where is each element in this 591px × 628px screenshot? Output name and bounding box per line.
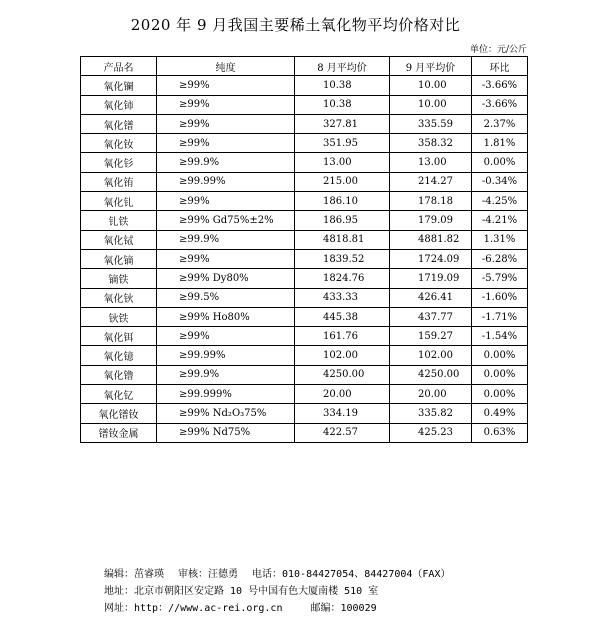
cell-purity: ≥99.9% — [157, 365, 295, 384]
footer-line-1 — [104, 566, 450, 583]
cell-purity: ≥99% Nd75% — [157, 423, 295, 442]
cell-purity: ≥99% — [157, 327, 295, 346]
cell-product: 氧化钇 — [81, 385, 157, 404]
table-row — [81, 153, 528, 172]
cell-sep-price: 10.00 — [390, 76, 472, 95]
cell-sep-price: 437.77 — [390, 307, 472, 326]
page-title: 2020 年 9 月我国主要稀土氧化物平均价格对比 — [130, 16, 461, 34]
cell-sep-price: 10.00 — [390, 95, 472, 114]
table-row — [81, 365, 528, 384]
cell-product: 氧化铽 — [81, 230, 157, 249]
cell-sep-price: 1719.09 — [390, 269, 472, 288]
cell-mom-change: -4.21% — [472, 211, 528, 230]
header-product: 产品名 — [81, 57, 157, 76]
cell-sep-price: 13.00 — [390, 153, 472, 172]
cell-product: 氧化镨 — [81, 114, 157, 133]
cell-mom-change: 1.81% — [472, 134, 528, 153]
cell-product: 氧化镝 — [81, 249, 157, 268]
cell-sep-price: 179.09 — [390, 211, 472, 230]
cell-purity: ≥99% — [157, 192, 295, 211]
postcode-value: 100029 — [340, 603, 377, 614]
cell-sep-price: 4881.82 — [390, 230, 472, 249]
cell-mom-change: -3.66% — [472, 76, 528, 95]
table-header-row — [81, 57, 528, 76]
table-row — [81, 288, 528, 307]
cell-product: 氧化镧 — [81, 76, 157, 95]
cell-sep-price: 425.23 — [390, 423, 472, 442]
cell-purity: ≥99.5% — [157, 288, 295, 307]
cell-mom-change: -0.34% — [472, 172, 528, 191]
table-row — [81, 114, 528, 133]
table-row — [81, 307, 528, 326]
table-row — [81, 423, 528, 442]
table-row — [81, 211, 528, 230]
cell-purity: ≥99% Ho80% — [157, 307, 295, 326]
cell-mom-change: 0.00% — [472, 153, 528, 172]
cell-product: 氧化镨钕 — [81, 404, 157, 423]
cell-product: 氧化钐 — [81, 153, 157, 172]
cell-mom-change: -4.25% — [472, 192, 528, 211]
cell-aug-price: 351.95 — [295, 134, 390, 153]
table-row — [81, 172, 528, 191]
cell-aug-price: 161.76 — [295, 327, 390, 346]
cell-aug-price: 445.38 — [295, 307, 390, 326]
cell-aug-price: 4818.81 — [295, 230, 390, 249]
cell-purity: ≥99% Nd₂O₃75% — [157, 404, 295, 423]
cell-purity: ≥99.999% — [157, 385, 295, 404]
cell-sep-price: 159.27 — [390, 327, 472, 346]
cell-mom-change: -1.60% — [472, 288, 528, 307]
cell-mom-change: 0.00% — [472, 385, 528, 404]
cell-product: 镨钕金属 — [81, 423, 157, 442]
table-row — [81, 192, 528, 211]
address-label: 地址： — [104, 586, 134, 597]
cell-sep-price: 214.27 — [390, 172, 472, 191]
cell-purity: ≥99.9% — [157, 230, 295, 249]
header-aug-price: 8 月平均价 — [295, 57, 390, 76]
cell-product: 氧化铈 — [81, 95, 157, 114]
cell-aug-price: 4250.00 — [295, 365, 390, 384]
website-label: 网址： — [104, 603, 134, 614]
price-table — [80, 56, 528, 443]
cell-aug-price: 1839.52 — [295, 249, 390, 268]
reviewer-label: 审核： — [178, 569, 208, 580]
cell-aug-price: 13.00 — [295, 153, 390, 172]
cell-mom-change: 0.00% — [472, 365, 528, 384]
cell-mom-change: 0.00% — [472, 346, 528, 365]
cell-purity: ≥99% — [157, 114, 295, 133]
footer-line-3 — [104, 600, 450, 617]
table-row — [81, 385, 528, 404]
table-row — [81, 76, 528, 95]
table-row — [81, 95, 528, 114]
cell-mom-change: 2.37% — [472, 114, 528, 133]
cell-aug-price: 422.57 — [295, 423, 390, 442]
cell-product: 氧化镱 — [81, 346, 157, 365]
cell-sep-price: 335.82 — [390, 404, 472, 423]
cell-aug-price: 10.38 — [295, 95, 390, 114]
cell-product: 氧化钕 — [81, 134, 157, 153]
cell-mom-change: -1.71% — [472, 307, 528, 326]
table-body — [81, 76, 528, 443]
cell-sep-price: 102.00 — [390, 346, 472, 365]
cell-sep-price: 178.18 — [390, 192, 472, 211]
cell-aug-price: 1824.76 — [295, 269, 390, 288]
cell-mom-change: 0.49% — [472, 404, 528, 423]
cell-aug-price: 102.00 — [295, 346, 390, 365]
cell-sep-price: 4250.00 — [390, 365, 472, 384]
header-sep-price: 9 月平均价 — [390, 57, 472, 76]
cell-aug-price: 215.00 — [295, 172, 390, 191]
cell-aug-price: 433.33 — [295, 288, 390, 307]
cell-purity: ≥99% — [157, 95, 295, 114]
cell-purity: ≥99.99% — [157, 346, 295, 365]
cell-aug-price: 186.10 — [295, 192, 390, 211]
cell-mom-change: -3.66% — [472, 95, 528, 114]
cell-sep-price: 358.32 — [390, 134, 472, 153]
editor-name: 茁睿瑛 — [134, 569, 164, 580]
cell-product: 镝铁 — [81, 269, 157, 288]
postcode-label: 邮编： — [310, 603, 341, 614]
table-row — [81, 134, 528, 153]
table-row — [81, 327, 528, 346]
website-value: http：//www.ac-rei.org.cn — [134, 603, 283, 614]
cell-sep-price: 335.59 — [390, 114, 472, 133]
cell-product: 氧化铕 — [81, 172, 157, 191]
cell-product: 氧化钆 — [81, 192, 157, 211]
cell-mom-change: -6.28% — [472, 249, 528, 268]
table-row — [81, 346, 528, 365]
cell-aug-price: 186.95 — [295, 211, 390, 230]
cell-product: 氧化铒 — [81, 327, 157, 346]
table-row — [81, 269, 528, 288]
cell-product: 钬铁 — [81, 307, 157, 326]
header-mom-change: 环比 — [472, 57, 528, 76]
cell-purity: ≥99% Gd75%±2% — [157, 211, 295, 230]
reviewer-name: 汪德勇 — [208, 569, 238, 580]
cell-purity: ≥99% — [157, 134, 295, 153]
cell-mom-change: -5.79% — [472, 269, 528, 288]
address-value: 北京市朝阳区安定路 10 号中国有色大厦南楼 510 室 — [134, 586, 379, 597]
table-row — [81, 249, 528, 268]
table-row — [81, 404, 528, 423]
cell-aug-price: 20.00 — [295, 385, 390, 404]
table-row — [81, 230, 528, 249]
cell-product: 钆铁 — [81, 211, 157, 230]
phone-value: 010-84427054、84427004（FAX） — [282, 569, 451, 580]
cell-purity: ≥99.99% — [157, 172, 295, 191]
cell-aug-price: 327.81 — [295, 114, 390, 133]
cell-sep-price: 426.41 — [390, 288, 472, 307]
cell-purity: ≥99% — [157, 76, 295, 95]
cell-aug-price: 334.19 — [295, 404, 390, 423]
cell-purity: ≥99% Dy80% — [157, 269, 295, 288]
footer — [104, 566, 450, 617]
footer-line-2 — [104, 583, 450, 600]
cell-mom-change: 0.63% — [472, 423, 528, 442]
cell-product: 氧化镥 — [81, 365, 157, 384]
cell-product: 氧化钬 — [81, 288, 157, 307]
cell-mom-change: -1.54% — [472, 327, 528, 346]
header-purity: 纯度 — [157, 57, 295, 76]
editor-label: 编辑： — [104, 569, 134, 580]
cell-sep-price: 20.00 — [390, 385, 472, 404]
cell-purity: ≥99% — [157, 249, 295, 268]
phone-label: 电话： — [252, 569, 282, 580]
cell-sep-price: 1724.09 — [390, 249, 472, 268]
cell-aug-price: 10.38 — [295, 76, 390, 95]
unit-label: 单位：元/公斤 — [469, 45, 527, 55]
cell-mom-change: 1.31% — [472, 230, 528, 249]
cell-purity: ≥99.9% — [157, 153, 295, 172]
